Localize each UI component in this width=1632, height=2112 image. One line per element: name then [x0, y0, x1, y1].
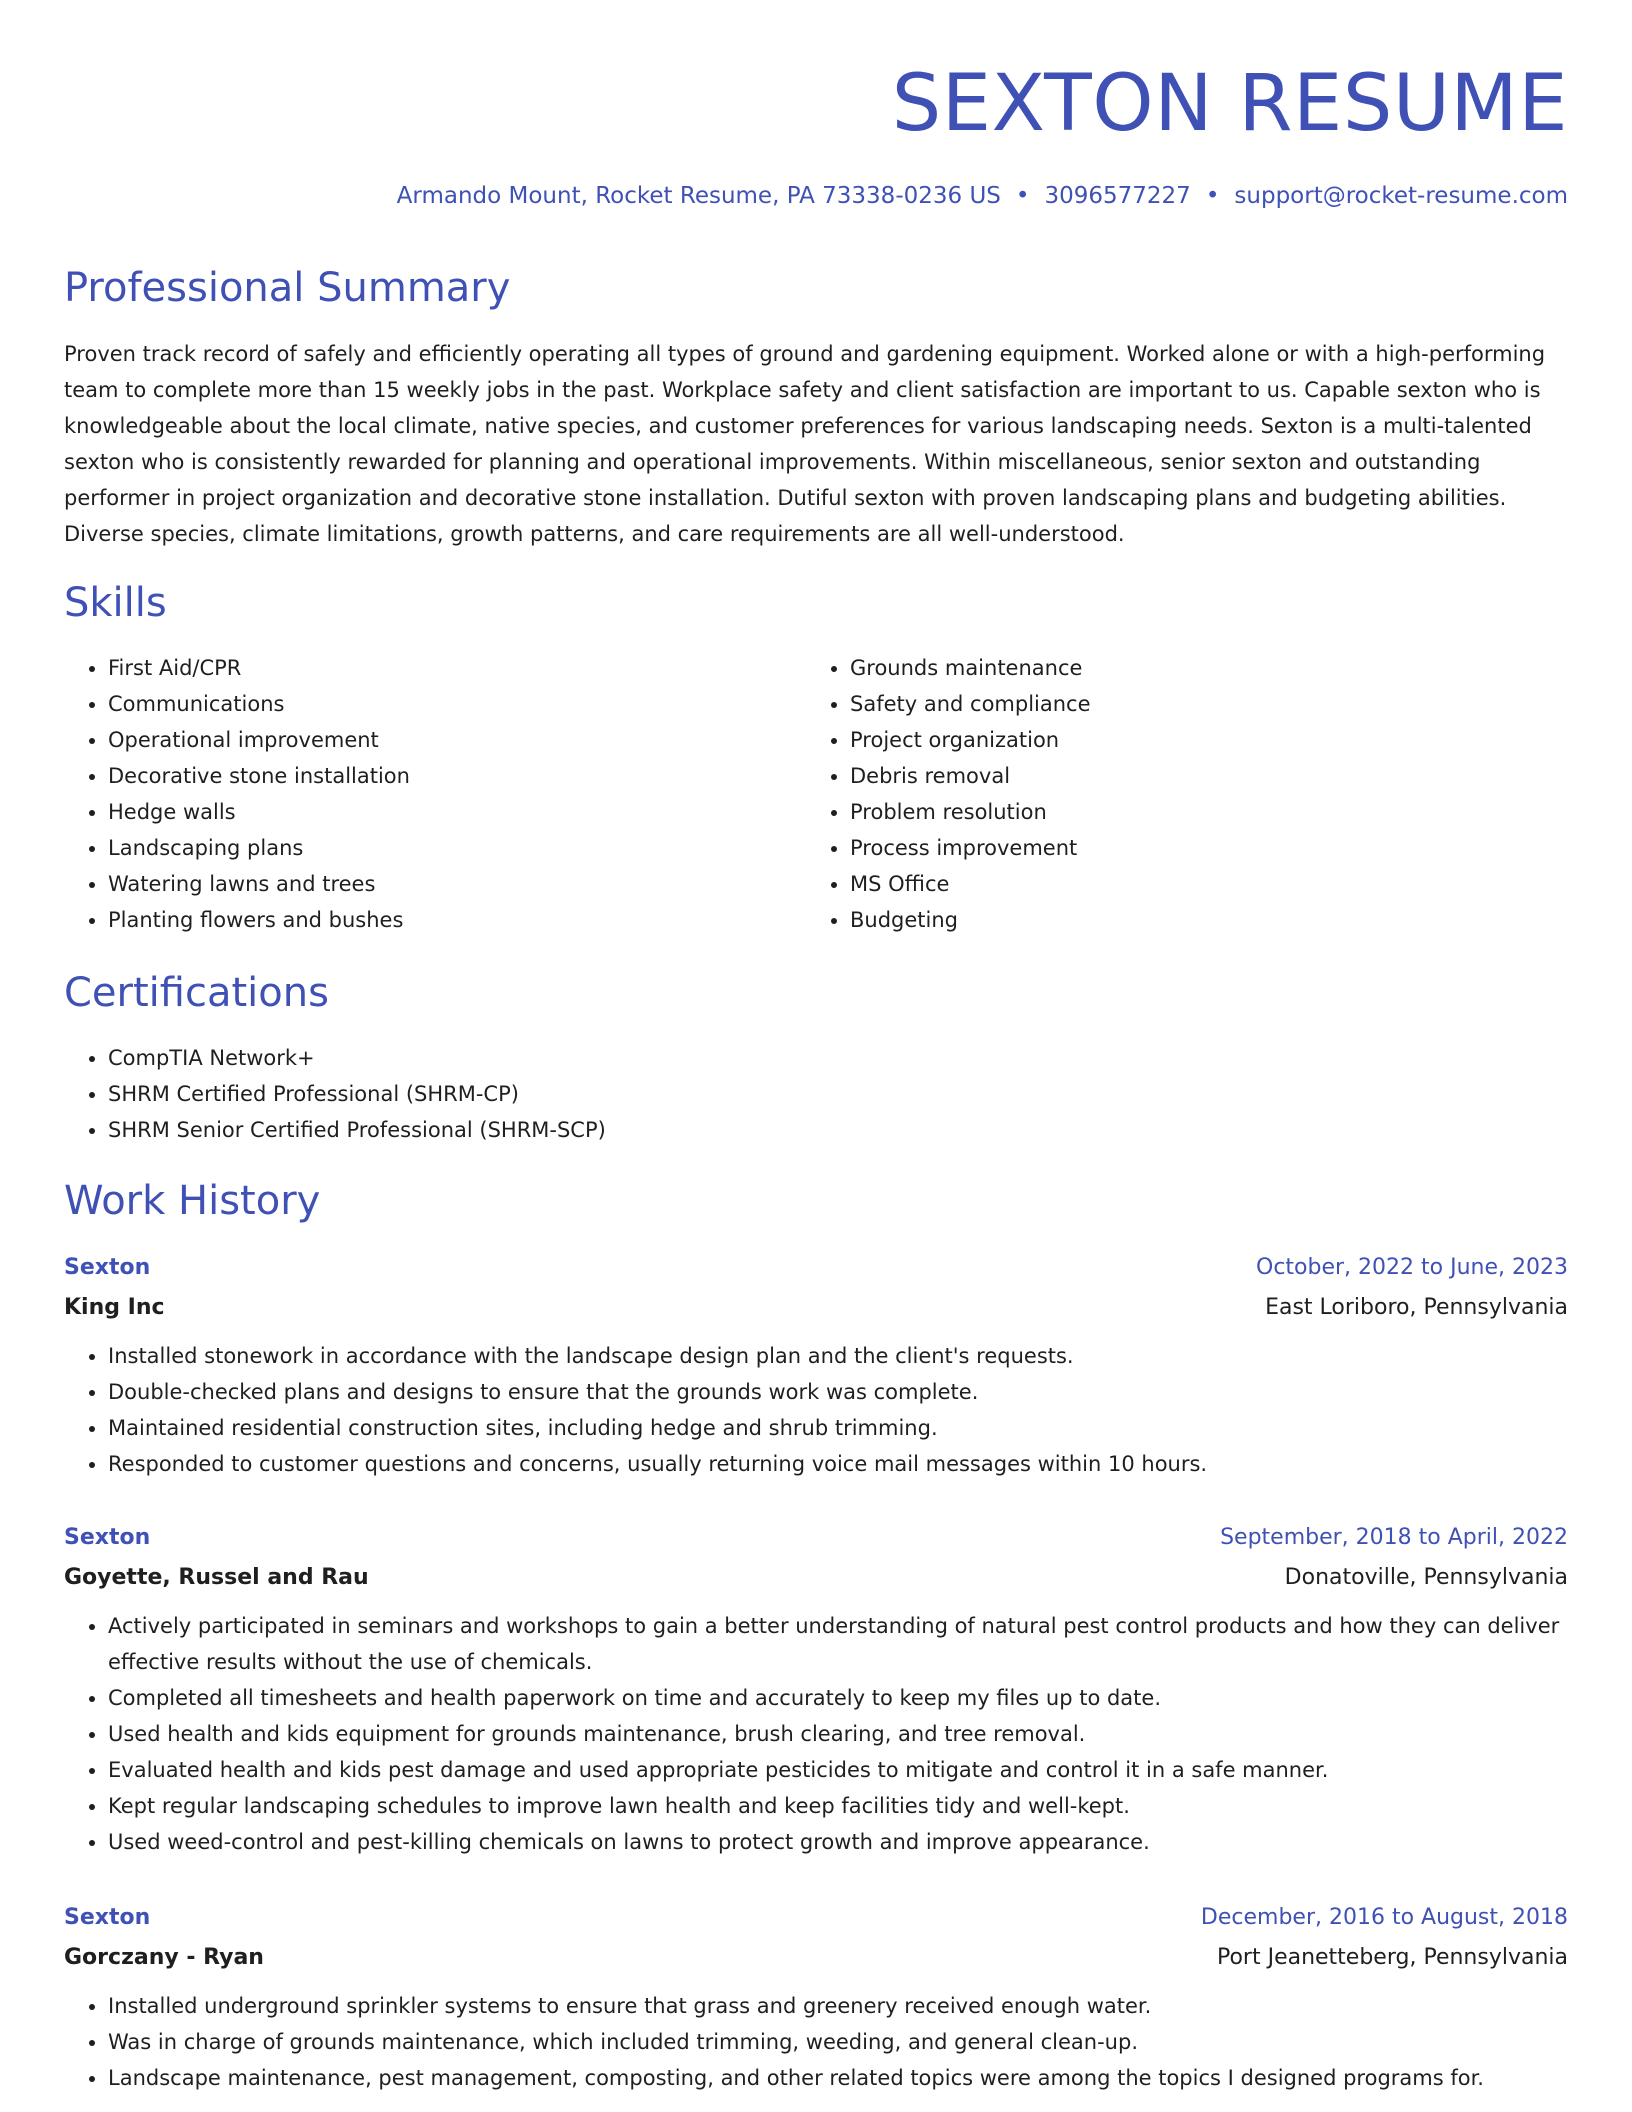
skill-item: • Process improvement [850, 830, 1610, 866]
contact-separator: • [1015, 183, 1030, 209]
skill-item: • Landscaping plans [108, 830, 848, 866]
section-title-summary: Professional Summary [64, 265, 511, 311]
job-title-row [64, 1898, 1568, 1938]
job-company-row [64, 1558, 1568, 1598]
contact-phone: 3096577227 [1044, 183, 1191, 209]
job-company: King Inc [64, 1295, 165, 1320]
job-duty: • Landscape maintenance, pest management, composting, and other related topics were among the topics I designed programs for. [108, 2060, 1568, 2096]
skill-item: • Problem resolution [850, 794, 1610, 830]
job-title: Sexton [64, 1255, 151, 1280]
job-duty: • Evaluated health and kids pest damage and used appropriate pesticides to mitigate and control it in a safe manner. [108, 1752, 1568, 1788]
job-duty: • Used weed-control and pest-killing chemicals on lawns to protect growth and improve appearance. [108, 1824, 1568, 1860]
contact-address: Armando Mount, Rocket Resume, PA 73338-0236 US [396, 183, 1001, 209]
job-duty: • Actively participated in seminars and workshops to gain a better understanding of natural pest control products and how they can deliver effective results without the use of chemicals. [108, 1608, 1568, 1680]
skills-list-left [64, 650, 848, 938]
skill-item: • Debris removal [850, 758, 1610, 794]
job-company-row [64, 1288, 1568, 1328]
job-duty: • Completed all timesheets and health paperwork on time and accurately to keep my files up to date. [108, 1680, 1568, 1716]
skill-item: • Budgeting [850, 902, 1610, 938]
contact-line [397, 180, 1568, 212]
certifications-list [64, 1040, 1612, 1148]
skill-item: • Operational improvement [108, 722, 848, 758]
certification-item: • SHRM Senior Certified Professional (SHRM-SCP) [108, 1112, 1612, 1148]
certification-item: • SHRM Certified Professional (SHRM-CP) [108, 1076, 1612, 1112]
job-company: Gorczany - Ryan [64, 1945, 264, 1970]
job-duties-list [64, 1608, 1568, 1860]
job-entry [64, 1518, 1568, 1860]
job-location: Port Jeanetteberg, Pennsylvania [1216, 1945, 1568, 1970]
job-duty: • Installed stonework in accordance with the landscape design plan and the client's requests. [108, 1338, 1568, 1374]
skill-item: • Watering lawns and trees [108, 866, 848, 902]
job-duty: • Responded to customer questions and concerns, usually returning voice mail messages within 10 hours. [108, 1446, 1568, 1482]
job-duty: • Used health and kids equipment for grounds maintenance, brush clearing, and tree removal. [108, 1716, 1568, 1752]
job-dates: October, 2022 to June, 2023 [1256, 1255, 1568, 1280]
job-duty: • Double-checked plans and designs to ensure that the grounds work was complete. [108, 1374, 1568, 1410]
job-location: East Loriboro, Pennsylvania [1265, 1295, 1568, 1320]
section-title-work-history: Work History [64, 1178, 321, 1224]
job-dates: September, 2018 to April, 2022 [1220, 1525, 1568, 1550]
section-title-skills: Skills [64, 580, 167, 626]
job-entry [64, 1248, 1568, 1482]
skill-item: • Safety and compliance [850, 686, 1610, 722]
skill-item: • MS Office [850, 866, 1610, 902]
job-title-row [64, 1248, 1568, 1288]
skill-item: • Decorative stone installation [108, 758, 848, 794]
job-duty: • Installed underground sprinkler systems to ensure that grass and greenery received enough water. [108, 1988, 1568, 2024]
job-duties-list [64, 1988, 1568, 2096]
resume-title: SEXTON RESUME [891, 59, 1568, 149]
job-duty: • Kept regular landscaping schedules to improve lawn health and keep facilities tidy and well-kept. [108, 1788, 1568, 1824]
job-title-row [64, 1518, 1568, 1558]
job-duties-list [64, 1338, 1568, 1482]
skill-item: • Project organization [850, 722, 1610, 758]
skill-item: • Hedge walls [108, 794, 848, 830]
job-title: Sexton [64, 1525, 151, 1550]
job-duty: • Maintained residential construction sites, including hedge and shrub trimming. [108, 1410, 1568, 1446]
job-duty: • Was in charge of grounds maintenance, which included trimming, weeding, and general clean-up. [108, 2024, 1568, 2060]
job-title: Sexton [64, 1905, 151, 1930]
job-company: Goyette, Russel and Rau [64, 1565, 369, 1590]
skills-list-right [806, 650, 1610, 938]
contact-email: support@rocket-resume.com [1234, 183, 1568, 209]
contact-separator: • [1205, 183, 1220, 209]
certification-item: • CompTIA Network+ [108, 1040, 1612, 1076]
summary-text: Proven track record of safely and efficiently operating all types of ground and gardening equipment. Worked alone or with a high-performing team to complete more than 15 weekly jobs in the past. Workplace safety and client satisfaction are important to us. Capable sexton who is knowledgeable about the local climate, native species, and customer preferences for various landscaping needs. Sexton is a multi-talented sexton who is consistently rewarded for planning and operational improvements. Within miscellaneous, senior sexton and outstanding performer in project organization and decorative stone installation. Dutiful sexton with proven landscaping plans and budgeting abilities. Diverse species, climate limitations, growth patterns, and care requirements are all well-understood. [64, 342, 1546, 546]
skill-item: • Communications [108, 686, 848, 722]
skill-item: • Grounds maintenance [850, 650, 1610, 686]
job-location: Donatoville, Pennsylvania [1284, 1565, 1568, 1590]
job-company-row [64, 1938, 1568, 1978]
skill-item: • First Aid/CPR [108, 650, 848, 686]
skill-item: • Planting flowers and bushes [108, 902, 848, 938]
section-title-certifications: Certifications [64, 970, 329, 1016]
job-entry [64, 1898, 1568, 2096]
job-dates: December, 2016 to August, 2018 [1200, 1905, 1568, 1930]
